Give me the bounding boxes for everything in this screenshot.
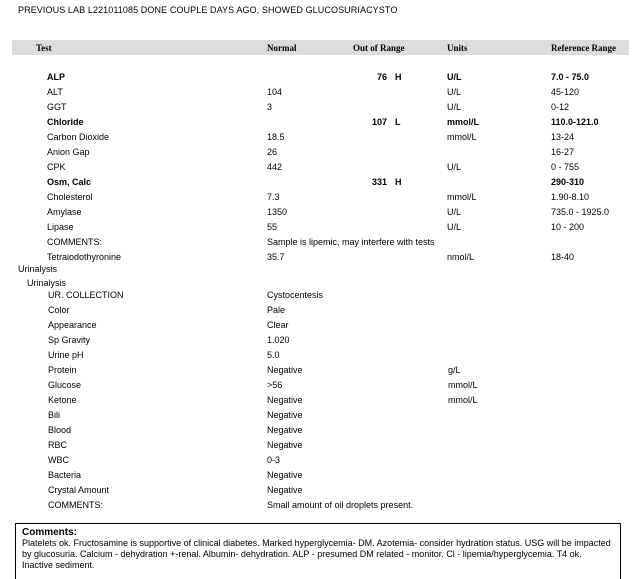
- ua-cell-empty: [552, 498, 629, 513]
- ua-cell-value: 1.020: [267, 335, 290, 345]
- cell-out-of-range: [347, 70, 447, 85]
- cell-units: [447, 175, 551, 190]
- ua-cell-units: [448, 288, 552, 303]
- ua-cell-units: [448, 348, 552, 363]
- ua-cell-units: [448, 483, 552, 498]
- cell-normal: 26: [267, 147, 278, 157]
- cell-reference-range: 0 - 755: [551, 162, 580, 172]
- header-out-of-range: Out of Range: [347, 40, 447, 55]
- cell-reference-range: 735.0 - 1925.0: [551, 207, 610, 217]
- urinalysis-row: [12, 483, 629, 498]
- table-row: [12, 145, 629, 160]
- cell-normal: 7.3: [267, 192, 280, 202]
- ua-cell-units: mmol/L: [448, 395, 478, 405]
- cell-reference-range: 290-310: [551, 177, 585, 187]
- table-row: [12, 190, 629, 205]
- cell-units: nmol/L: [447, 252, 475, 262]
- cell-units: U/L: [447, 72, 462, 82]
- cell-units: mmol/L: [447, 192, 477, 202]
- cell-reference-range: 10 - 200: [551, 222, 585, 232]
- ua-cell-value: Negative: [267, 440, 303, 450]
- cell-units: [447, 145, 551, 160]
- out-of-range-flag: L: [395, 117, 401, 127]
- ua-cell-units: [448, 318, 552, 333]
- urinalysis-row: [12, 453, 629, 468]
- cell-normal: [267, 115, 347, 130]
- cell-units: U/L: [447, 222, 462, 232]
- ua-cell-test: WBC: [48, 455, 69, 465]
- cell-out-of-range: [347, 220, 447, 235]
- ua-cell-empty: [552, 438, 629, 453]
- ua-cell-units: [448, 453, 552, 468]
- comments-box: [15, 523, 621, 579]
- cell-out-of-range: [347, 130, 447, 145]
- cell-units: mmol/L: [447, 132, 477, 142]
- cell-reference-range: 18-40: [551, 252, 575, 262]
- urinalysis-table: [12, 288, 629, 513]
- ua-cell-units: [448, 303, 552, 318]
- ua-cell-test: Blood: [48, 425, 72, 435]
- cell-reference-range: 7.0 - 75.0: [551, 72, 590, 82]
- cell-test: COMMENTS:: [47, 237, 102, 247]
- table-row: [12, 220, 629, 235]
- cell-out-of-range: [347, 175, 447, 190]
- urinalysis-subsection-title: Urinalysis: [27, 278, 67, 288]
- cell-out-of-range: [347, 190, 447, 205]
- cell-out-of-range: [347, 145, 447, 160]
- table-row: [12, 250, 629, 265]
- ua-cell-units: [448, 408, 552, 423]
- cell-out-of-range: [347, 250, 447, 265]
- urinalysis-row: [12, 408, 629, 423]
- ua-cell-test: Sp Gravity: [48, 335, 91, 345]
- ua-cell-value: Clear: [267, 320, 289, 330]
- table-row: [12, 100, 629, 115]
- cell-test: Cholesterol: [47, 192, 93, 202]
- header-note: PREVIOUS LAB L221011085 DONE COUPLE DAYS AGO, SHOWED GLUCOSURIACYSTO: [18, 5, 398, 15]
- ua-cell-empty: [552, 318, 629, 333]
- out-of-range-flag: H: [395, 177, 402, 187]
- ua-cell-value: Pale: [267, 305, 286, 315]
- table-row: [12, 235, 629, 250]
- ua-cell-units: [448, 438, 552, 453]
- cell-test: Lipase: [47, 222, 74, 232]
- header-normal: Normal: [267, 40, 347, 55]
- ua-cell-units: [448, 333, 552, 348]
- cell-normal: 104: [267, 87, 283, 97]
- cell-test: CPK: [47, 162, 66, 172]
- urinalysis-row: [12, 423, 629, 438]
- urinalysis-row: [12, 393, 629, 408]
- ua-cell-value: Small amount of oil droplets present.: [267, 500, 414, 510]
- ua-cell-empty: [552, 348, 629, 363]
- ua-cell-empty: [552, 288, 629, 303]
- cell-reference-range: 45-120: [551, 87, 580, 97]
- ua-cell-value: Negative: [267, 470, 303, 480]
- cell-test: Osm, Calc: [47, 177, 92, 187]
- ua-cell-value: >56: [267, 380, 283, 390]
- cell-test: Tetraiodothyronine: [47, 252, 122, 262]
- urinalysis-row: [12, 348, 629, 363]
- ua-cell-value: Negative: [267, 395, 303, 405]
- comments-text: Platelets ok. Fructosamine is supportive of clinical diabetes. Marked hyperglycemia- DM. Azotemia- consider hydration status. USG will be impacted by glucosuria. Calcium - dehydration +-renal. Albumin- dehydration. ALP - presumed DM related - monitor. Cl - lipemia/hyperglycemia. T4 ok. Inactive sediment.: [22, 538, 611, 570]
- cell-test: GGT: [47, 102, 67, 112]
- table-row: [12, 205, 629, 220]
- header-reference-range: Reference Range: [551, 40, 629, 55]
- cell-out-of-range: [347, 160, 447, 175]
- urinalysis-row: [12, 378, 629, 393]
- ua-cell-test: Urine pH: [48, 350, 84, 360]
- comments-title: Comments:: [22, 527, 78, 538]
- ua-cell-units: [448, 498, 552, 513]
- ua-cell-empty: [552, 303, 629, 318]
- urinalysis-row: [12, 303, 629, 318]
- cell-test: Carbon Dioxide: [47, 132, 110, 142]
- ua-cell-empty: [552, 333, 629, 348]
- cell-reference-range: [551, 235, 629, 250]
- cell-units: U/L: [447, 162, 462, 172]
- ua-cell-empty: [552, 483, 629, 498]
- cell-out-of-range: [347, 85, 447, 100]
- ua-cell-value: Negative: [267, 365, 303, 375]
- cell-out-of-range: [347, 100, 447, 115]
- ua-cell-test: Protein: [48, 365, 77, 375]
- ua-cell-empty: [552, 408, 629, 423]
- ua-cell-test: Bacteria: [48, 470, 82, 480]
- urinalysis-row: [12, 468, 629, 483]
- ua-cell-value: 0-3: [267, 455, 281, 465]
- table-row: [12, 115, 629, 130]
- cell-units: U/L: [447, 87, 462, 97]
- ua-cell-value: 5.0: [267, 350, 280, 360]
- cell-normal: 442: [267, 162, 283, 172]
- cell-test: Amylase: [47, 207, 82, 217]
- ua-cell-test: Color: [48, 305, 70, 315]
- cell-units: mmol/L: [447, 117, 480, 127]
- ua-cell-value: Cystocentesis: [267, 290, 324, 300]
- cell-out-of-range: [347, 115, 447, 130]
- cell-reference-range: 110.0-121.0: [551, 117, 599, 127]
- cell-normal: 18.5: [267, 132, 285, 142]
- ua-cell-value: Negative: [267, 410, 303, 420]
- ua-cell-value: Negative: [267, 485, 303, 495]
- header-units: Units: [447, 40, 551, 55]
- table-header-row: [12, 40, 629, 55]
- ua-cell-units: g/L: [448, 365, 461, 375]
- urinalysis-row: [12, 333, 629, 348]
- cell-normal: [267, 175, 347, 190]
- table-row: [12, 130, 629, 145]
- out-of-range-value: 331: [371, 177, 387, 187]
- cell-reference-range: 1.90-8.10: [551, 192, 590, 202]
- table-row: [12, 85, 629, 100]
- cell-normal: Sample is lipemic, may interfere with tests: [267, 237, 435, 247]
- cell-normal: 3: [267, 102, 273, 112]
- ua-cell-units: mmol/L: [448, 380, 478, 390]
- urinalysis-row: [12, 363, 629, 378]
- cell-normal: 35.7: [267, 252, 285, 262]
- ua-cell-test: Bili: [48, 410, 61, 420]
- table-spacer-row: [12, 55, 629, 70]
- ua-cell-test: RBC: [48, 440, 68, 450]
- ua-cell-empty: [552, 453, 629, 468]
- cell-test: ALT: [47, 87, 63, 97]
- cell-test: Anion Gap: [47, 147, 90, 157]
- out-of-range-value: 76: [376, 72, 387, 82]
- ua-cell-units: [448, 468, 552, 483]
- urinalysis-row: [12, 288, 629, 303]
- ua-cell-empty: [552, 393, 629, 408]
- ua-cell-test: UR. COLLECTION: [48, 290, 124, 300]
- ua-cell-test: Crystal Amount: [48, 485, 110, 495]
- urinalysis-section-title: Urinalysis: [18, 264, 58, 274]
- cell-test: ALP: [47, 72, 65, 82]
- table-row: [12, 175, 629, 190]
- cell-reference-range: 16-27: [551, 147, 575, 157]
- ua-cell-empty: [552, 378, 629, 393]
- out-of-range-value: 107: [371, 117, 387, 127]
- cell-normal: [267, 70, 347, 85]
- urinalysis-row: [12, 498, 629, 513]
- ua-cell-empty: [552, 468, 629, 483]
- ua-cell-empty: [552, 423, 629, 438]
- ua-cell-test: Ketone: [48, 395, 77, 405]
- table-row: [12, 160, 629, 175]
- ua-cell-empty: [552, 363, 629, 378]
- cell-out-of-range: [347, 205, 447, 220]
- ua-cell-units: [448, 423, 552, 438]
- ua-cell-test: Appearance: [48, 320, 97, 330]
- cell-reference-range: 0-12: [551, 102, 570, 112]
- urinalysis-row: [12, 438, 629, 453]
- ua-cell-test: COMMENTS:: [48, 500, 103, 510]
- table-row: [12, 70, 629, 85]
- ua-cell-test: Glucose: [48, 380, 82, 390]
- cell-units: U/L: [447, 207, 462, 217]
- cell-units: U/L: [447, 102, 462, 112]
- cell-normal: 55: [267, 222, 278, 232]
- urinalysis-row: [12, 318, 629, 333]
- lab-results-table: [12, 40, 629, 265]
- cell-test: Chloride: [47, 117, 84, 127]
- header-test: Test: [12, 40, 267, 55]
- cell-reference-range: 13-24: [551, 132, 575, 142]
- out-of-range-flag: H: [395, 72, 402, 82]
- cell-normal: 1350: [267, 207, 288, 217]
- ua-cell-value: Negative: [267, 425, 303, 435]
